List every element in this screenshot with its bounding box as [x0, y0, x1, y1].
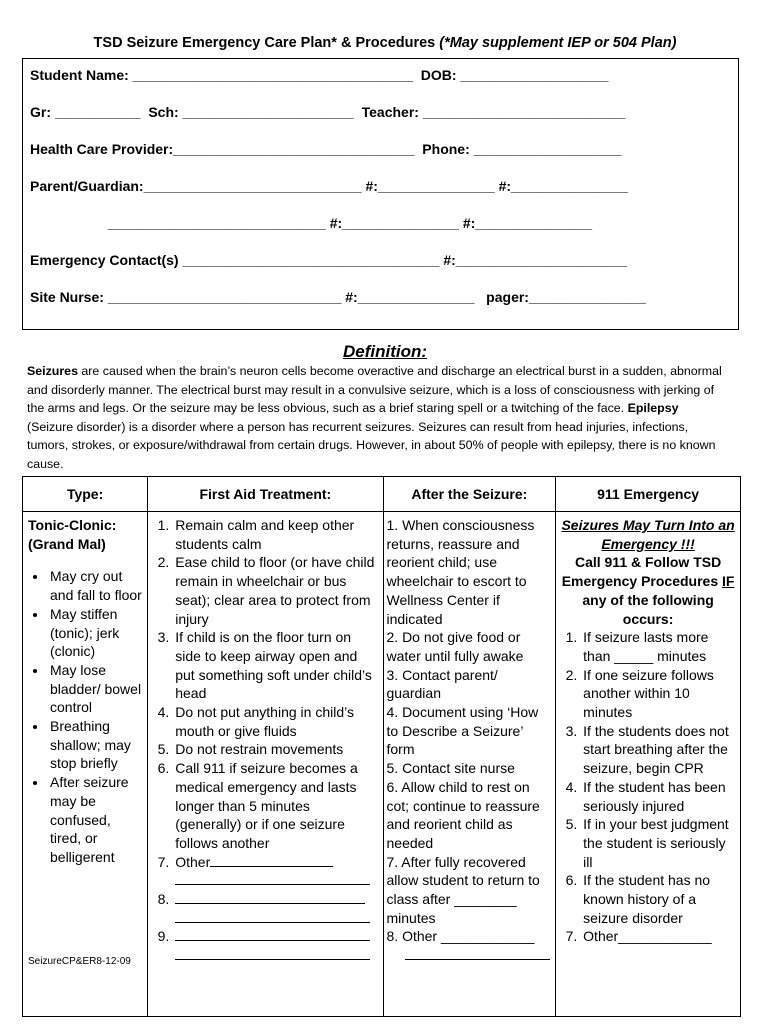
list-item [173, 853, 379, 890]
form-code: SeizureCP&ER8-12-09 [28, 956, 131, 967]
list-item: 2. Do not give food or water until fully awake [386, 629, 524, 664]
header-type: Type: [23, 477, 148, 512]
type-bullets [26, 567, 144, 866]
list-item: • Breathing shallow; may stop briefly [48, 717, 144, 773]
field-emergency-contact[interactable]: Emergency Contact(s) _________________________________ #:______________________ [30, 252, 628, 268]
table-body-row [23, 512, 741, 1017]
list-item: 8. Other ____________ [386, 928, 535, 945]
type-title: Tonic-Clonic: (Grand Mal) [28, 517, 117, 552]
list-item: 5. Contact site nurse [386, 760, 515, 777]
list-item: • May stiffen (tonic); jerk (clonic) [48, 605, 144, 661]
title-note: (*May supplement IEP or 504 Plan) [439, 35, 677, 51]
blank-line[interactable] [175, 946, 370, 960]
header-after-seizure: After the Seizure: [383, 477, 556, 512]
other-line[interactable] [210, 853, 333, 867]
list-item: 3. Contact parent/ guardian [386, 666, 498, 702]
student-info-box [22, 58, 739, 330]
blank-line[interactable] [175, 890, 365, 904]
list-item: 6. If the student has no known history of a seizure disorder [581, 871, 737, 927]
definition-text-1: are caused when the brain’s neuron cells become overactive and discharge an electrical burst in a sudden, abnormal and disorderly manner. The electrical burst may result in a convulsive seizure, which is a loss of consciousness with jerking of the arms and legs. Or the seizure may be less obvious, such as a brief staring spell or a twitching of the face. [27, 364, 722, 416]
list-item: 4. Do not put anything in child’s mouth or give fluids [173, 703, 379, 740]
list-item: 6. Allow child to rest on cot; continue to reassure and reorient child as needed [386, 778, 540, 851]
document-title [0, 35, 770, 51]
list-item: 1. When consciousness returns, reassure and reorient child; use wheelchair to escort to Wellness Center if indicated [386, 517, 535, 627]
field-grade-school-teacher[interactable]: Gr: ___________ Sch: ______________________ Teacher: __________________________ [30, 104, 626, 120]
list-item: • May cry out and fall to floor [48, 567, 144, 604]
list-item: 3. If child is on the floor turn on side to keep airway open and put something soft under child’s head [173, 628, 379, 703]
list-item: • After seizure may be confused, tired, or belligerent [48, 773, 144, 867]
field-health-care-provider[interactable]: Health Care Provider:_______________________________ Phone: ___________________ [30, 141, 622, 157]
emergency-call-text: Call 911 & Follow TSD Emergency Procedures [561, 554, 722, 590]
list-item: 2. Ease child to floor (or have child remain in wheelchair or bus seat); clear area to protect from injury [173, 553, 379, 628]
definition-text-2: (Seizure disorder) is a disorder where a person has recurrent seizures. Seizures can result from head injuries, infections, tumors, strokes, or exposure/withdrawal from certain drugs. However, in about 50% of people with epilepsy, there is no known cause. [27, 419, 716, 471]
term-epilepsy: Epilepsy [627, 401, 679, 416]
first-aid-list [151, 516, 379, 965]
list-item: 5. Do not restrain movements [173, 740, 379, 759]
emergency-follow-text: any of the following occurs: [582, 591, 714, 627]
definition-paragraph [27, 362, 727, 474]
emergency-if: IF [722, 573, 735, 590]
definition-heading: Definition: [342, 342, 428, 361]
blank-line[interactable] [175, 927, 370, 941]
list-item [173, 927, 379, 964]
field-parent-guardian[interactable]: Parent/Guardian:____________________________ #:_______________ #:_______________ [30, 178, 628, 194]
emergency-cell [556, 512, 741, 1017]
other-label: Other [175, 853, 211, 870]
type-cell [23, 512, 148, 1017]
blank-line[interactable] [175, 909, 370, 923]
list-item: • May lose bladder/ bowel control [48, 661, 144, 717]
emergency-heading [559, 516, 737, 628]
list-item: 7. Other____________ [581, 927, 737, 946]
list-item: 3. If the students does not start breathing after the seizure, begin CPR [581, 722, 737, 778]
list-item: 1. If seizure lasts more than _____ minutes [581, 628, 737, 665]
header-first-aid: First Aid Treatment: [148, 477, 383, 512]
blank-line[interactable] [405, 946, 550, 960]
first-aid-cell [148, 512, 383, 1017]
list-item [387, 946, 553, 965]
list-item: 2. If one seizure follows another within 10 minutes [581, 666, 737, 722]
list-item: 5. If in your best judgment the student is seriously ill [581, 815, 737, 871]
care-table [22, 476, 741, 1017]
blank-line[interactable] [175, 871, 370, 885]
after-seizure-cell [383, 512, 556, 1017]
list-item: 1. Remain calm and keep other students calm [173, 516, 379, 553]
table-header-row [23, 477, 741, 512]
field-student-name[interactable]: Student Name: ____________________________________ DOB: ___________________ [30, 67, 609, 83]
emergency-list [559, 628, 737, 946]
list-item: 7. After fully recovered allow student to return to class after ________ minutes [386, 853, 540, 926]
title-main: TSD Seizure Emergency Care Plan* & Procedures [93, 35, 436, 51]
term-seizures: Seizures [27, 364, 78, 378]
list-item: 4. If the student has been seriously injured [581, 778, 737, 815]
list-item [173, 890, 379, 927]
field-parent-guardian-2[interactable]: ____________________________ #:_______________ #:_______________ [30, 215, 593, 231]
list-item: 6. Call 911 if seizure becomes a medical emergency and lasts longer than 5 minutes (generally) or if one seizure follows another [173, 759, 379, 853]
field-site-nurse[interactable]: Site Nurse: ______________________________ #:_______________ pager:_______________ [30, 289, 646, 305]
emergency-warning: Seizures May Turn Into an Emergency !!! [561, 517, 735, 552]
header-911-emergency: 911 Emergency [556, 477, 741, 512]
list-item: 4. Document using ‘How to Describe a Seizure’ form [386, 704, 539, 758]
